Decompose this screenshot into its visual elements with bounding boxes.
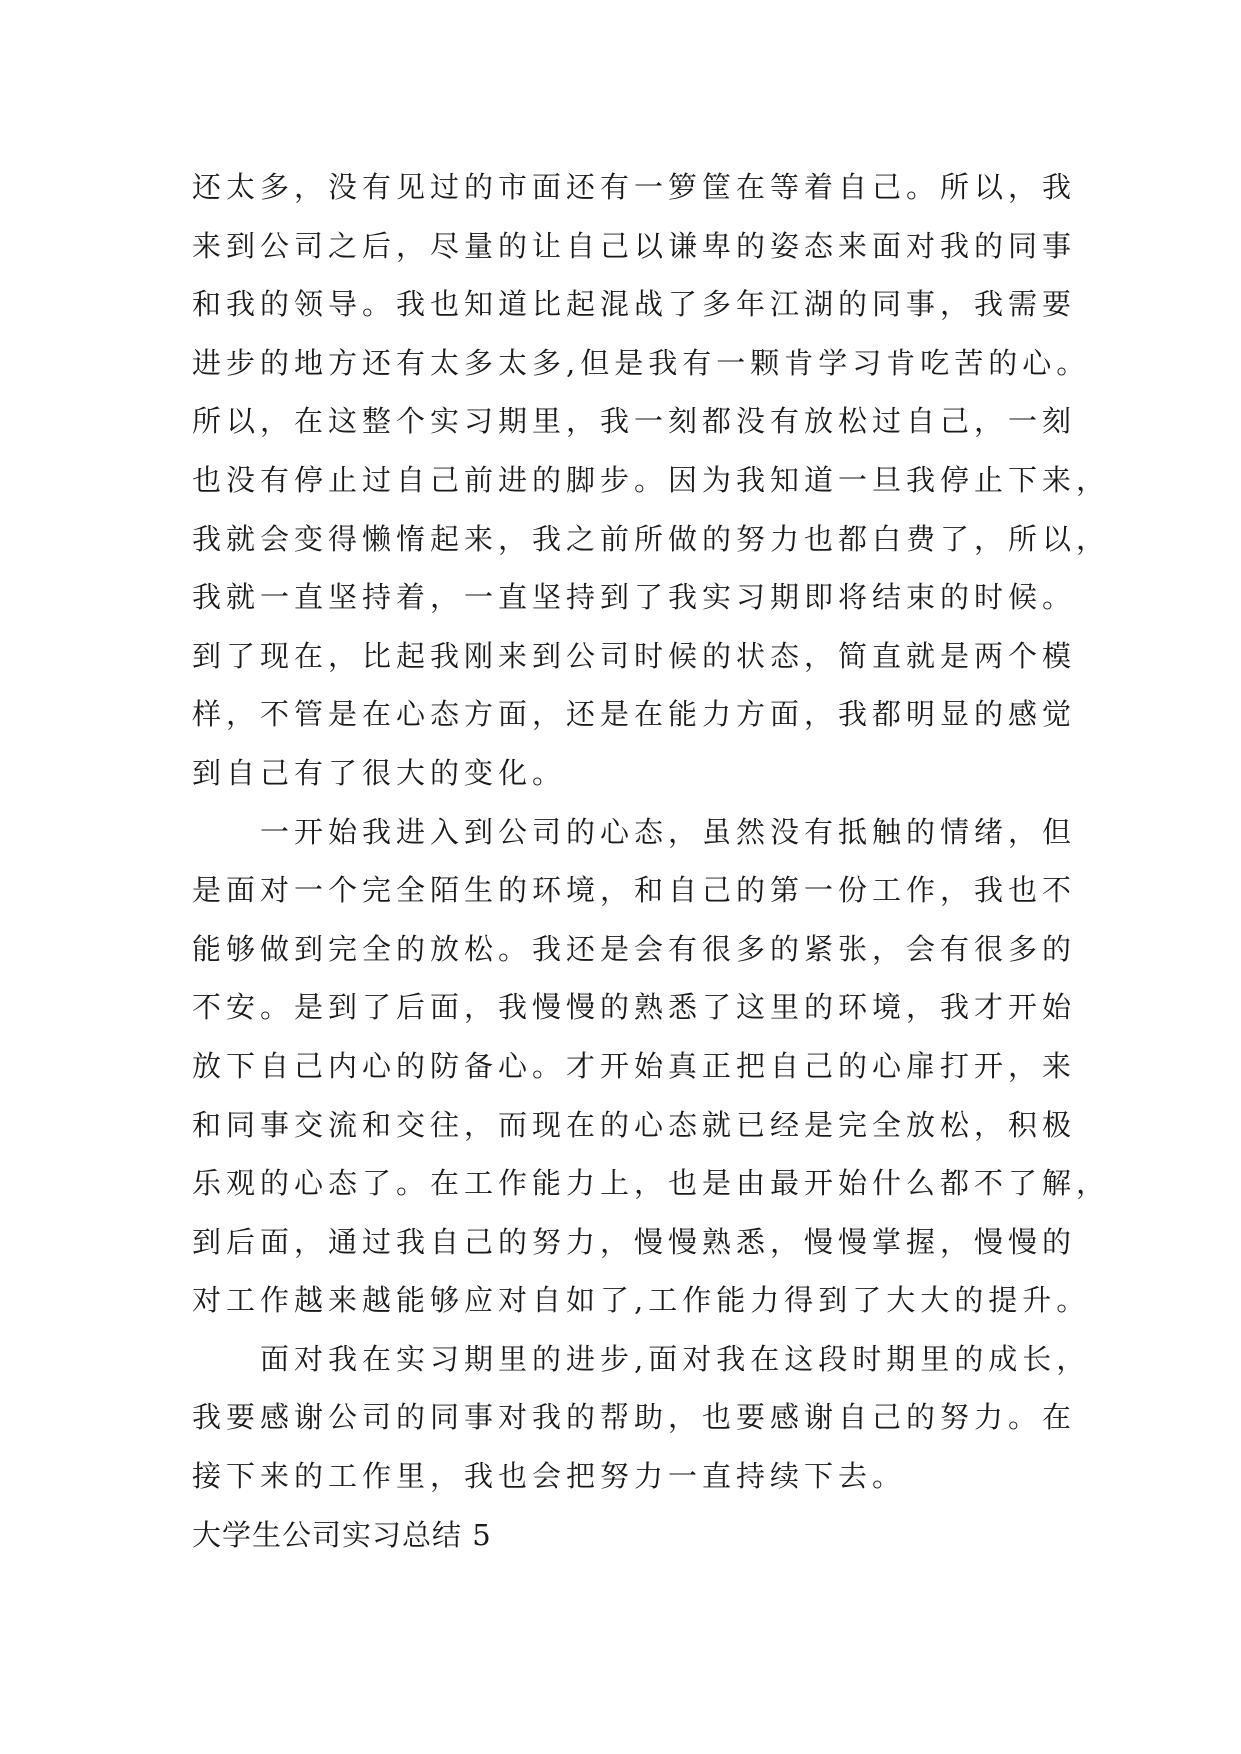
paragraph-3 xyxy=(192,1330,1091,1506)
text-line: 是面对一个完全陌生的环境，和自己的第一份工作，我也不 xyxy=(192,873,1077,908)
text-line: 能够做到完全的放松。我还是会有很多的紧张，会有很多的 xyxy=(192,931,1077,966)
text-line: 样，不管是在心态方面，还是在能力方面，我都明显的感觉 xyxy=(192,697,1077,732)
section-heading: 大学生公司实习总结 5 xyxy=(192,1517,492,1552)
text-line: 乐观的心态了。在工作能力上，也是由最开始什么都不了解， xyxy=(192,1166,1111,1201)
text-line: 和我的领导。我也知道比起混战了多年江湖的同事，我需要 xyxy=(192,287,1077,322)
text-line: 我就一直坚持着，一直坚持到了我实习期即将结束的时候。 xyxy=(192,580,1077,615)
text-line: 来到公司之后，尽量的让自己以谦卑的姿态来面对我的同事 xyxy=(192,228,1077,263)
paragraph-1 xyxy=(192,158,1111,803)
document-body xyxy=(192,158,1111,1564)
paragraph-2 xyxy=(192,803,1111,1330)
text-line: 对工作越来越能够应对自如了,工作能力得到了大大的提升。 xyxy=(192,1283,1091,1318)
text-line: 到了现在，比起我刚来到公司时候的状态，简直就是两个模 xyxy=(192,638,1077,673)
text-line: 放下自己内心的防备心。才开始真正把自己的心扉打开，来 xyxy=(192,1048,1077,1083)
text-line: 到自己有了很大的变化。 xyxy=(192,755,567,790)
text-line: 所以，在这整个实习期里，我一刻都没有放松过自己，一刻 xyxy=(192,404,1077,439)
text-line: 一开始我进入到公司的心态，虽然没有抵触的情绪，但 xyxy=(260,814,1077,849)
text-line: 我就会变得懒惰起来，我之前所做的努力也都白费了，所以， xyxy=(192,521,1111,556)
text-line: 也没有停止过自己前进的脚步。因为我知道一旦我停止下来， xyxy=(192,462,1111,497)
text-line: 进步的地方还有太多太多,但是我有一颗肯学习肯吃苦的心。 xyxy=(192,345,1091,380)
text-line: 面对我在实习期里的进步,面对我在这段时期里的成长， xyxy=(260,1341,1091,1376)
text-line: 和同事交流和交往，而现在的心态就已经是完全放松，积极 xyxy=(192,1107,1077,1142)
text-line: 还太多，没有见过的市面还有一箩筐在等着自己。所以，我 xyxy=(192,170,1077,204)
text-line: 接下来的工作里，我也会把努力一直持续下去。 xyxy=(192,1459,907,1494)
text-line: 到后面，通过我自己的努力，慢慢熟悉，慢慢掌握，慢慢的 xyxy=(192,1224,1077,1259)
text-line: 我要感谢公司的同事对我的帮助，也要感谢自己的努力。在 xyxy=(192,1400,1077,1435)
text-line: 不安。是到了后面，我慢慢的熟悉了这里的环境，我才开始 xyxy=(192,990,1077,1025)
